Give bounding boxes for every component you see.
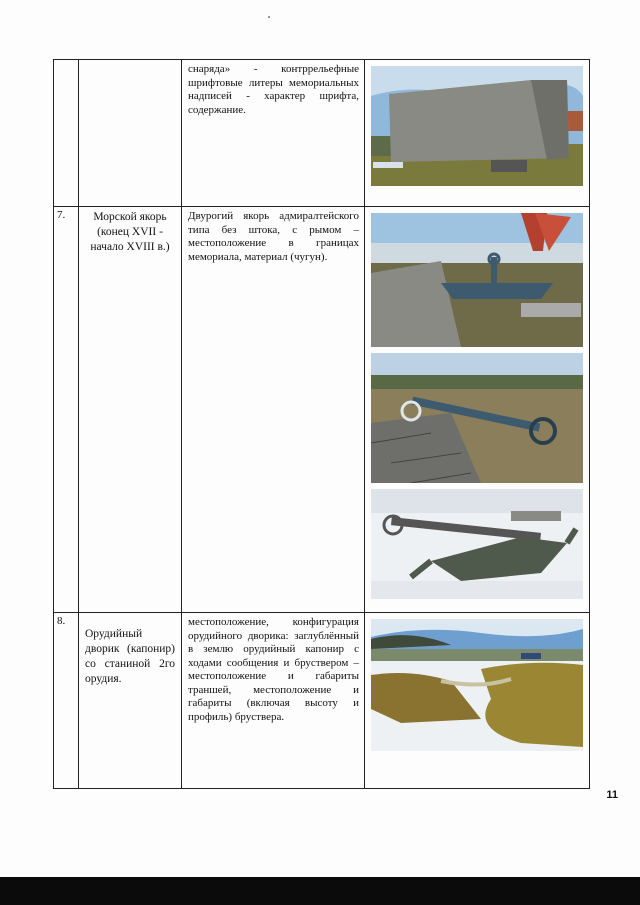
scan-artifact-dot bbox=[268, 16, 270, 18]
anchor-photo-2 bbox=[371, 353, 583, 483]
anchor-photo-3 bbox=[371, 489, 583, 599]
anchor-photo-1 bbox=[371, 213, 583, 347]
row-number-cell bbox=[54, 60, 79, 207]
row-description-cell bbox=[182, 613, 365, 789]
row-description: Двурогий якорь адмиралтейского типа без штока, с рымом – местоположение в границах мемориала, материал (чугун). bbox=[188, 210, 359, 263]
page-number: 11 bbox=[606, 789, 618, 801]
row-description: снаряда» - контррельефные шрифтовые литеры мемориальных надписей - характер шрифта, содержание. bbox=[188, 63, 359, 116]
row-description-cell bbox=[182, 207, 365, 613]
row-number-cell: 7. bbox=[54, 207, 79, 613]
row-number-cell: 8. bbox=[54, 613, 79, 789]
table-row bbox=[54, 613, 590, 789]
row-description-cell bbox=[182, 60, 365, 207]
table-row bbox=[54, 207, 590, 613]
row-name: Орудийный дворик (капонир) со станиной 2го орудия. bbox=[85, 628, 175, 685]
scan-bottom-edge bbox=[0, 877, 640, 905]
memorial-wall-photo bbox=[371, 66, 583, 186]
table-row bbox=[54, 60, 590, 207]
row-photo-cell bbox=[365, 613, 590, 789]
monument-table bbox=[53, 59, 590, 789]
row-name: Морской якорь (конец XVII - начало XVIII в.) bbox=[90, 211, 170, 253]
gun-emplacement-photo bbox=[371, 619, 583, 751]
row-name-cell bbox=[79, 207, 182, 613]
row-name-cell bbox=[79, 613, 182, 789]
row-description: местоположение, конфигурация орудийного дворика: заглублённый в землю орудийный капонир с ходами сообщения и бруствером – местоположение и габариты траншей, местоположение и габариты (включая высоту и профиль) бруствера. bbox=[188, 616, 359, 723]
row-photo-cell bbox=[365, 207, 590, 613]
row-photo-cell bbox=[365, 60, 590, 207]
row-name-cell bbox=[79, 60, 182, 207]
